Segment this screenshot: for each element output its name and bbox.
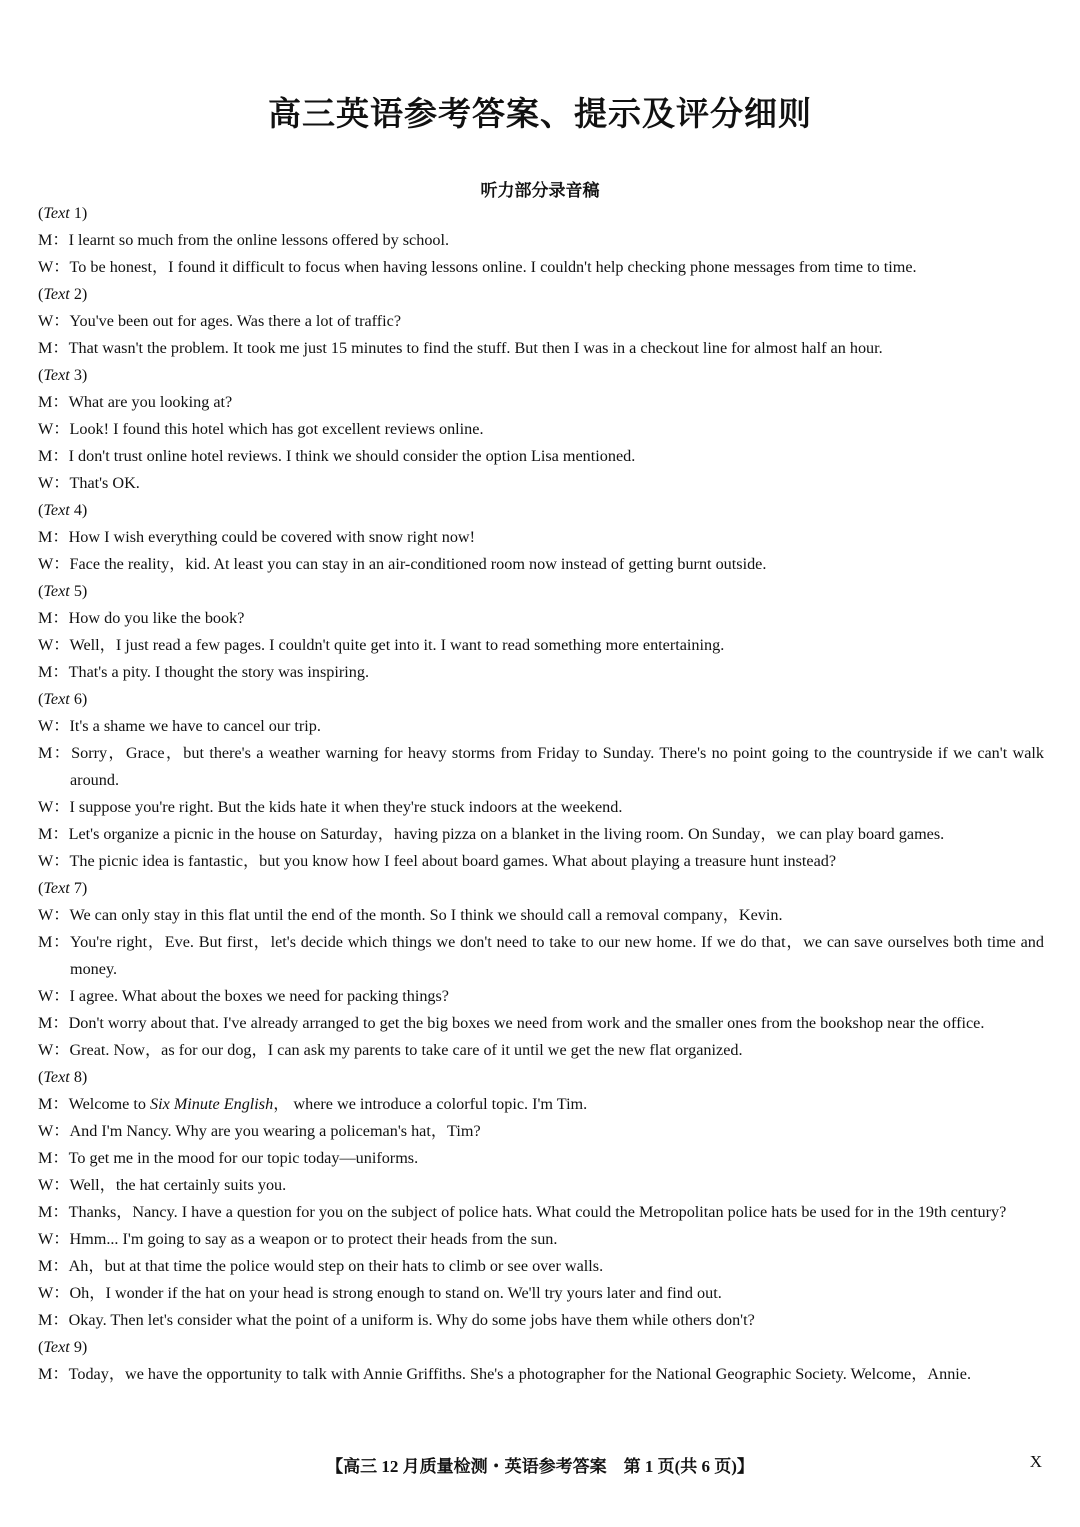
dialogue-line bbox=[38, 1199, 1044, 1226]
dialogue-text: To get me in the mood for our topic today—uniforms. bbox=[68, 1149, 419, 1167]
dialogue-text: Ah，but at that time the police would step on their hats to climb or see over walls. bbox=[68, 1257, 604, 1275]
header-number: 4) bbox=[69, 501, 88, 519]
speaker-label: M： bbox=[38, 1365, 69, 1383]
dialogue-line bbox=[38, 470, 1044, 497]
header-label: Text bbox=[43, 1068, 70, 1086]
text-section-header bbox=[38, 497, 1044, 524]
speaker-label: W： bbox=[38, 1041, 70, 1059]
header-number: 9) bbox=[69, 1338, 88, 1356]
dialogue-line bbox=[38, 983, 1044, 1010]
text-section-header bbox=[38, 578, 1044, 605]
dialogue-line bbox=[38, 308, 1044, 335]
dialogue-text: We can only stay in this flat until the end of the month. So I think we should call a removal company，Kevin. bbox=[69, 906, 783, 924]
dialogue-text: I agree. What about the boxes we need for packing things? bbox=[69, 987, 449, 1005]
dialogue-text: Well，I just read a few pages. I couldn't quite get into it. I want to read something more entertaining. bbox=[69, 636, 725, 654]
header-number: 8) bbox=[69, 1068, 88, 1086]
dialogue-line bbox=[38, 551, 1044, 578]
speaker-label: M： bbox=[38, 744, 72, 762]
speaker-label: M： bbox=[38, 1095, 69, 1113]
dialogue-text: And I'm Nancy. Why are you wearing a policeman's hat，Tim? bbox=[69, 1122, 481, 1140]
program-title: Six Minute English bbox=[150, 1095, 274, 1113]
header-label: Text bbox=[43, 204, 70, 222]
header-open: ( bbox=[38, 582, 44, 600]
speaker-label: M： bbox=[38, 447, 69, 465]
header-open: ( bbox=[38, 879, 44, 897]
dialogue-text: Let's organize a picnic in the house on Saturday，having pizza on a blanket in the living room. On Sunday，we can play board games. bbox=[68, 825, 945, 843]
dialogue-line bbox=[38, 1361, 1044, 1388]
dialogue-text: You're right，Eve. But first，let's decide which things we don't need to take to our new home. If we do that，we can save ourselves both time and money. bbox=[70, 933, 1044, 978]
text-section-header bbox=[38, 686, 1044, 713]
dialogue-line bbox=[38, 740, 1044, 794]
dialogue-text: ， where we introduce a colorful topic. I'm Tim. bbox=[273, 1095, 588, 1113]
dialogue-text: Don't worry about that. I've already arranged to get the big boxes we need from work and the smaller ones from the bookshop near the office. bbox=[68, 1014, 985, 1032]
dialogue-text: That's OK. bbox=[69, 474, 140, 492]
header-label: Text bbox=[43, 690, 70, 708]
header-number: 7) bbox=[69, 879, 88, 897]
speaker-label: W： bbox=[38, 1230, 70, 1248]
speaker-label: W： bbox=[38, 1122, 70, 1140]
dialogue-line bbox=[38, 1145, 1044, 1172]
dialogue-line bbox=[38, 254, 1044, 281]
dialogue-text: Today，we have the opportunity to talk with Annie Griffiths. She's a photographer for the National Geographic Society. Welcome，Annie. bbox=[68, 1365, 972, 1383]
dialogue-text: It's a shame we have to cancel our trip. bbox=[69, 717, 321, 735]
header-label: Text bbox=[43, 366, 70, 384]
dialogue-line bbox=[38, 1091, 1044, 1118]
text-section-header bbox=[38, 200, 1044, 227]
speaker-label: M： bbox=[38, 609, 69, 627]
dialogue-text-pre: Welcome to bbox=[68, 1095, 150, 1113]
dialogue-line bbox=[38, 524, 1044, 551]
header-open: ( bbox=[38, 1338, 44, 1356]
header-number: 1) bbox=[69, 204, 88, 222]
dialogue-line bbox=[38, 1226, 1044, 1253]
dialogue-text: How do you like the book? bbox=[68, 609, 245, 627]
dialogue-text: Face the reality，kid. At least you can stay in an air-conditioned room now instead of getting burnt outside. bbox=[69, 555, 767, 573]
speaker-label: W： bbox=[38, 1176, 70, 1194]
header-open: ( bbox=[38, 501, 44, 519]
speaker-label: W： bbox=[38, 474, 70, 492]
speaker-label: M： bbox=[38, 933, 71, 951]
speaker-label: W： bbox=[38, 258, 70, 276]
speaker-label: M： bbox=[38, 393, 69, 411]
footer-mark: X bbox=[1029, 1452, 1042, 1471]
speaker-label: M： bbox=[38, 1257, 69, 1275]
header-number: 6) bbox=[69, 690, 88, 708]
dialogue-line bbox=[38, 1118, 1044, 1145]
dialogue-text: Sorry，Grace，but there's a weather warning for heavy storms from Friday to Sunday. There's no point going to the countryside if we can't walk around. bbox=[70, 744, 1044, 789]
dialogue-text: Thanks，Nancy. I have a question for you on the subject of police hats. What could the Metropolitan police hats be used for in the 19th century? bbox=[68, 1203, 1007, 1221]
dialogue-line bbox=[38, 605, 1044, 632]
text-section-header bbox=[38, 1334, 1044, 1361]
dialogue-line bbox=[38, 848, 1044, 875]
dialogue-text: Great. Now，as for our dog，I can ask my parents to take care of it until we get the new flat organized. bbox=[69, 1041, 743, 1059]
speaker-label: M： bbox=[38, 339, 69, 357]
speaker-label: W： bbox=[38, 420, 70, 438]
header-open: ( bbox=[38, 204, 44, 222]
dialogue-text: Look! I found this hotel which has got excellent reviews online. bbox=[69, 420, 484, 438]
speaker-label: M： bbox=[38, 663, 69, 681]
dialogue-line bbox=[38, 659, 1044, 686]
header-label: Text bbox=[43, 285, 70, 303]
speaker-label: M： bbox=[38, 1149, 69, 1167]
header-open: ( bbox=[38, 1068, 44, 1086]
dialogue-line bbox=[38, 389, 1044, 416]
header-number: 5) bbox=[69, 582, 88, 600]
dialogue-line bbox=[38, 443, 1044, 470]
speaker-label: M： bbox=[38, 528, 69, 546]
speaker-label: M： bbox=[38, 1311, 69, 1329]
dialogue-text: That's a pity. I thought the story was inspiring. bbox=[68, 663, 369, 681]
header-label: Text bbox=[43, 582, 70, 600]
dialogue-line bbox=[38, 1010, 1044, 1037]
page-footer: 【高三 12 月质量检测・英语参考答案 第 1 页(共 6 页)】 bbox=[326, 1457, 754, 1476]
dialogue-line bbox=[38, 1172, 1044, 1199]
header-label: Text bbox=[43, 879, 70, 897]
header-open: ( bbox=[38, 690, 44, 708]
dialogue-line bbox=[38, 416, 1044, 443]
speaker-label: M： bbox=[38, 825, 69, 843]
dialogue-text: You've been out for ages. Was there a lot of traffic? bbox=[69, 312, 402, 330]
dialogue-text: Hmm... I'm going to say as a weapon or to protect their heads from the sun. bbox=[69, 1230, 558, 1248]
dialogue-line bbox=[38, 1253, 1044, 1280]
speaker-label: M： bbox=[38, 1203, 69, 1221]
dialogue-line bbox=[38, 1307, 1044, 1334]
speaker-label: W： bbox=[38, 798, 70, 816]
dialogue-text: I learnt so much from the online lessons offered by school. bbox=[68, 231, 450, 249]
dialogue-line bbox=[38, 227, 1044, 254]
dialogue-text: The picnic idea is fantastic，but you know how I feel about board games. What about playing a treasure hunt instead? bbox=[69, 852, 837, 870]
text-section-header bbox=[38, 1064, 1044, 1091]
speaker-label: M： bbox=[38, 231, 69, 249]
header-open: ( bbox=[38, 285, 44, 303]
dialogue-text: To be honest，I found it difficult to focus when having lessons online. I couldn't help checking phone messages from time to time. bbox=[69, 258, 917, 276]
text-section-header bbox=[38, 875, 1044, 902]
dialogue-text: What are you looking at? bbox=[68, 393, 233, 411]
speaker-label: W： bbox=[38, 987, 70, 1005]
dialogue-line bbox=[38, 794, 1044, 821]
text-section-header bbox=[38, 281, 1044, 308]
dialogue-text: I don't trust online hotel reviews. I think we should consider the option Lisa mentioned. bbox=[68, 447, 636, 465]
header-number: 3) bbox=[69, 366, 88, 384]
dialogue-text: Well，the hat certainly suits you. bbox=[69, 1176, 287, 1194]
speaker-label: M： bbox=[38, 1014, 69, 1032]
dialogue-text: That wasn't the problem. It took me just 15 minutes to find the stuff. But then I was in a checkout line for almost half an hour. bbox=[68, 339, 883, 357]
dialogue-line bbox=[38, 713, 1044, 740]
speaker-label: W： bbox=[38, 555, 70, 573]
speaker-label: W： bbox=[38, 717, 70, 735]
dialogue-line bbox=[38, 1037, 1044, 1064]
section-title: 听力部分录音稿 bbox=[480, 181, 600, 200]
dialogue-text: How I wish everything could be covered with snow right now! bbox=[68, 528, 475, 546]
dialogue-text: I suppose you're right. But the kids hate it when they're stuck indoors at the weekend. bbox=[69, 798, 623, 816]
dialogue-line bbox=[38, 902, 1044, 929]
dialogue-line bbox=[38, 821, 1044, 848]
speaker-label: W： bbox=[38, 852, 70, 870]
dialogue-line bbox=[38, 335, 1044, 362]
transcript bbox=[38, 200, 1044, 1388]
header-label: Text bbox=[43, 1338, 70, 1356]
dialogue-line bbox=[38, 929, 1044, 983]
dialogue-text: Okay. Then let's consider what the point of a uniform is. Why do some jobs have them while others don't? bbox=[68, 1311, 755, 1329]
page-title: 高三英语参考答案、提示及评分细则 bbox=[268, 97, 812, 133]
header-label: Text bbox=[43, 501, 70, 519]
speaker-label: W： bbox=[38, 312, 70, 330]
speaker-label: W： bbox=[38, 1284, 70, 1302]
text-section-header bbox=[38, 362, 1044, 389]
dialogue-line bbox=[38, 1280, 1044, 1307]
header-open: ( bbox=[38, 366, 44, 384]
dialogue-text: Oh，I wonder if the hat on your head is strong enough to stand on. We'll try yours later and find out. bbox=[69, 1284, 722, 1302]
speaker-label: W： bbox=[38, 636, 70, 654]
dialogue-line bbox=[38, 632, 1044, 659]
speaker-label: W： bbox=[38, 906, 70, 924]
header-number: 2) bbox=[69, 285, 88, 303]
